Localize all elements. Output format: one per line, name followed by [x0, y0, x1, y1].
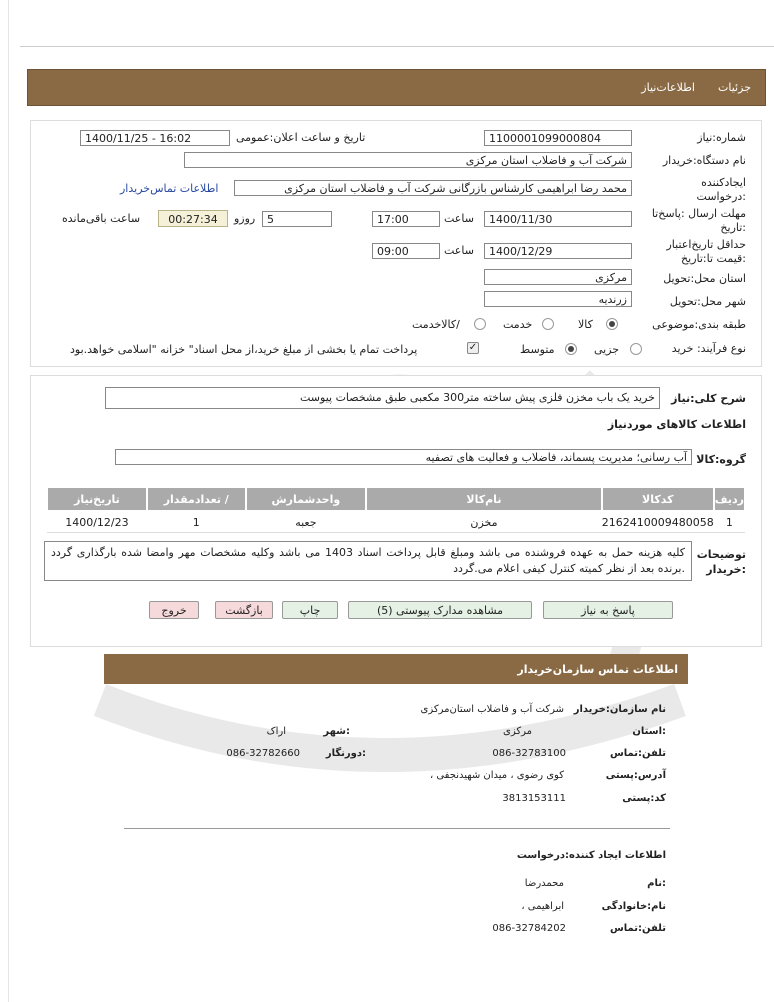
validity-time-label: ساعت: [444, 244, 474, 257]
buyer-contact-link[interactable]: اطلاعات تماس‌خریدار: [120, 182, 219, 195]
goods-group-field: آب رسانی؛ مدیریت پسماند، فاضلاب و فعالیت های تصفیه: [115, 449, 692, 465]
process-option-medium: متوسط: [520, 343, 555, 356]
deadline-time-label: ساعت: [444, 212, 474, 225]
creator-family-label: نام:خانوادگی: [601, 901, 666, 912]
creator-family-value: ابراهیمی ،: [521, 901, 564, 912]
address-label: آدرس:پستی: [605, 770, 666, 781]
page-header-bar: [27, 69, 766, 106]
city-label: شهر محل:تحویل: [669, 295, 746, 308]
buyer-notes-label: توضیحات: [696, 548, 746, 561]
payment-checkbox[interactable]: ✓: [468, 342, 478, 353]
org-label: نام سازمان:خریدار: [573, 704, 666, 715]
category-option-service: خدمت: [503, 318, 533, 331]
process-radio-minor[interactable]: [630, 343, 642, 355]
creator-label-2: :درخواست: [696, 190, 746, 203]
need-number-field: 1100001099000804: [484, 130, 632, 146]
process-radio-medium[interactable]: [565, 343, 577, 355]
buyer-org-label: نام دستگاه:خریدار: [662, 154, 746, 167]
reply-button[interactable]: پاسخ به نیاز: [543, 601, 673, 619]
city-contact-value: اراک: [266, 726, 286, 737]
postal-value: 3813153111: [502, 793, 566, 804]
fax-label: :دورنگار: [325, 748, 366, 759]
validity-time-field: 09:00: [372, 243, 440, 259]
process-option-minor: جزیی: [594, 343, 620, 356]
announce-field: 1400/11/25 - 16:02: [80, 130, 230, 146]
buyer-org-field: شرکت آب و فاضلاب استان مرکزی: [184, 152, 632, 168]
validity-date-field: 1400/12/29: [484, 243, 632, 259]
description-label: شرح کلی:نیاز: [671, 392, 746, 405]
city-field: زرندیه: [484, 291, 632, 307]
phone-value: 086-32783100: [492, 748, 566, 759]
creator-phone-value: 086-32784202: [492, 923, 566, 934]
deadline-label-2: :تاریخ: [720, 221, 746, 234]
province-field: مرکزی: [484, 269, 632, 285]
deadline-label: مهلت ارسال :پاسخ‌تا: [651, 207, 746, 220]
col-date: تاریخ‌نیاز: [47, 487, 147, 511]
cell-date: 1400/12/23: [47, 511, 147, 533]
announce-label: تاریخ و ساعت اعلان:عمومی: [236, 131, 366, 144]
buyer-notes-field: کلیه هزینه حمل به عهده فروشنده می باشد ومبلغ قابل پرداخت اسناد 1403 می باشد وکلیه مشخصات مهر وامضا شده بارگذاری گردد .برنده بعد از نظر کمیته کنترل کیفی اعلام می.گردد: [44, 541, 692, 581]
cell-row: 1: [714, 511, 745, 533]
payment-note: پرداخت تمام یا بخشی از مبلغ خرید،از محل اسناد" خزانه "اسلامی خواهد.بود: [70, 343, 418, 356]
province-contact-label: :استان: [632, 726, 666, 737]
category-label: طبقه بندی:موضوعی: [652, 318, 746, 331]
creator-label: ایجادکننده: [701, 176, 746, 189]
exit-button[interactable]: خروج: [149, 601, 199, 619]
remaining-timer: 00:27:34: [158, 210, 228, 227]
table-row: [47, 511, 745, 533]
remaining-label: ساعت باقی‌مانده: [62, 212, 141, 225]
creator-info-title: اطلاعات ایجاد کننده:درخواست: [516, 850, 666, 861]
category-option-goods-service: /کالاخدمت: [412, 318, 460, 331]
days-label: روزو: [234, 212, 256, 225]
cell-code: 2162410009480058: [602, 511, 714, 533]
buyer-contact-title: اطلاعات تماس سازمان‌خریدار: [517, 663, 678, 676]
creator-name-value: محمدرضا: [524, 878, 564, 889]
category-option-goods: کالا: [578, 318, 593, 331]
col-code: کدکالا: [602, 487, 714, 511]
need-number-label: شماره:نیاز: [697, 131, 746, 144]
buyer-contact-header: [104, 654, 688, 684]
col-name: نام‌کالا: [366, 487, 602, 511]
col-row: ردیف: [714, 487, 745, 511]
buyer-notes-label-2: :خریدار: [706, 563, 746, 576]
creator-phone-label: تلفن:تماس: [609, 923, 666, 934]
cell-qty: 1: [147, 511, 246, 533]
section-divider: [124, 828, 670, 829]
org-value: شرکت آب و فاضلاب استان‌مرکزی: [420, 704, 564, 715]
validity-label-2: :قیمت تا:تاریخ: [681, 252, 746, 265]
category-radio-goods-service[interactable]: [474, 318, 486, 330]
deadline-time-field: 17:00: [372, 211, 440, 227]
province-label: استان محل:تحویل: [663, 272, 746, 285]
goods-title: اطلاعات کالاهای موردنیاز: [607, 418, 746, 431]
days-count-field: 5: [262, 211, 332, 227]
city-contact-label: :شهر: [323, 726, 350, 737]
category-radio-goods[interactable]: [606, 318, 618, 330]
deadline-date-field: 1400/11/30: [484, 211, 632, 227]
tab-details[interactable]: جزئیات: [718, 81, 751, 94]
province-contact-value: مرکزی: [503, 726, 532, 737]
cell-unit: جعبه: [246, 511, 366, 533]
process-label: نوع فرآیند: خرید: [671, 342, 746, 355]
fax-value: 086-32782660: [226, 748, 300, 759]
phone-label: تلفن:تماس: [609, 748, 666, 759]
address-value: کوی رضوی ، میدان شهیدنجفی ،: [429, 770, 564, 781]
tab-need-info[interactable]: اطلاعات‌نیاز: [641, 81, 695, 94]
goods-table: [46, 486, 746, 533]
col-unit: واحدشمارش: [246, 487, 366, 511]
category-radio-service[interactable]: [542, 318, 554, 330]
validity-label: حداقل تاریخ‌اعتبار: [666, 238, 746, 251]
view-docs-button[interactable]: مشاهده مدارک پیوستی (5): [348, 601, 532, 619]
creator-field: محمد رضا ابراهیمی کارشناس بازرگانی شرکت آب و فاضلاب استان مرکزی: [234, 180, 632, 196]
col-qty: / تعدادمقدار: [147, 487, 246, 511]
goods-group-label: گروه:کالا: [696, 453, 746, 466]
back-button[interactable]: بازگشت: [215, 601, 273, 619]
postal-label: کد:پستی: [622, 793, 666, 804]
cell-name: مخزن: [366, 511, 602, 533]
print-button[interactable]: چاپ: [282, 601, 338, 619]
description-field: خرید یک باب مخزن فلزی پیش ساخته متر300 مکعبی طبق مشخصات پیوست: [105, 387, 660, 409]
creator-name-label: :نام: [647, 878, 666, 889]
